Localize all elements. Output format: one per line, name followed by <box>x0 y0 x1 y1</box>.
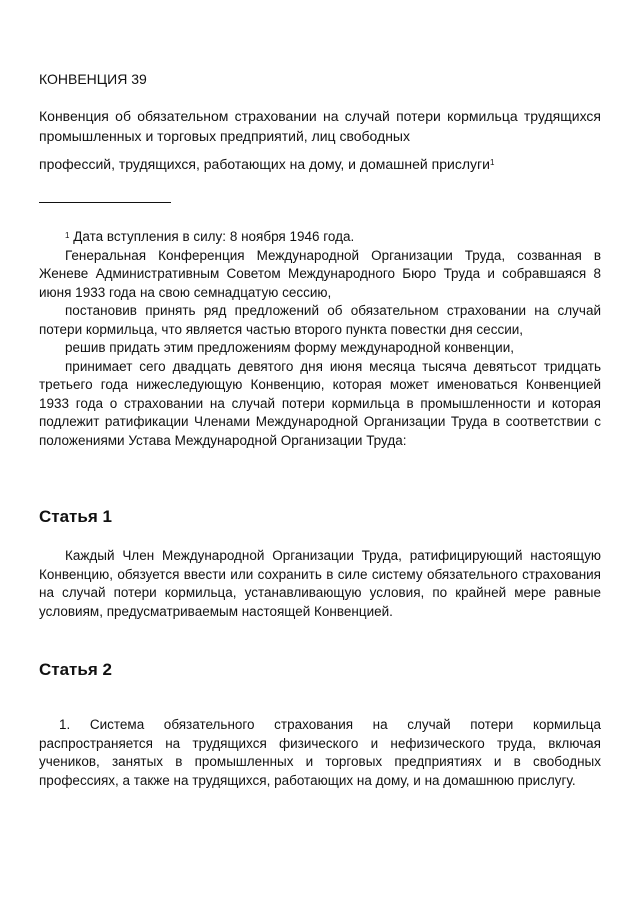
article-2-paragraph: 1. Система обязательного страхования на случай потери кормильца распространяется на трудящихся физического и нефизического труда, включая учеников, занятых в промышленных и торговых предприятиях и в свободных профессиях, а также на трудящихся, работающих на дому, и на домашнюю прислугу. <box>39 717 601 788</box>
preamble <box>39 228 601 450</box>
preamble-paragraph: Генеральная Конференция Международной Организации Труда, созванная в Женеве Административным Советом Международного Бюро Труда и собравшаяся 8 июня 1933 года на свою семнадцатую сессию, <box>39 247 601 300</box>
article-2-heading: Статья 2 <box>39 660 112 679</box>
subtitle-line-3 <box>39 154 601 174</box>
footnote-text: Дата вступления в силу: 8 ноября 1946 года. <box>73 229 355 244</box>
article-1-paragraph: Каждый Член Международной Организации Труда, ратифицирующий настоящую Конвенцию, обязуется ввести или сохранить в силе систему обязательного страхования на случай потери кормильца, устанавливающую условия, по крайней мере равные условиям, предусматриваемым настоящей Конвенцией. <box>39 548 601 619</box>
convention-title: КОНВЕНЦИЯ 39 <box>39 71 147 87</box>
preamble-paragraph: постановив принять ряд предложений об обязательном страховании на случай потери кормильца, что является частью второго пункта повестки дня сессии, <box>39 303 601 337</box>
preamble-paragraph: принимает сего двадцать девятого дня июня месяца тысяча девятьсот тридцать третьего года нижеследующую Конвенцию, которая может именоваться Конвенцией 1933 года о страховании на случай потери кормильца в промышленности и которая подлежит ратификации Членами Международной Организации Труда в соответствии с положениями Устава Международной Организации Труда: <box>39 358 601 448</box>
article-1-body <box>39 547 601 621</box>
subtitle-line-3-text: профессий, трудящихся, работающих на дому, и домашней прислуги <box>39 156 490 172</box>
preamble-paragraph: решив придать этим предложениям форму международной конвенции, <box>65 340 514 355</box>
footnote-reference: 1 <box>489 158 495 167</box>
footnote-separator <box>39 202 171 203</box>
convention-subtitle <box>39 106 601 174</box>
subtitle-text: Конвенция об обязательном страховании на случай потери кормильца трудящихся промышленных и торговых предприятий, лиц свободных <box>39 108 601 144</box>
article-1-heading: Статья 1 <box>39 507 112 526</box>
article-2-body <box>39 716 601 790</box>
footnote-marker: 1 <box>65 231 70 240</box>
footnote <box>39 228 601 247</box>
